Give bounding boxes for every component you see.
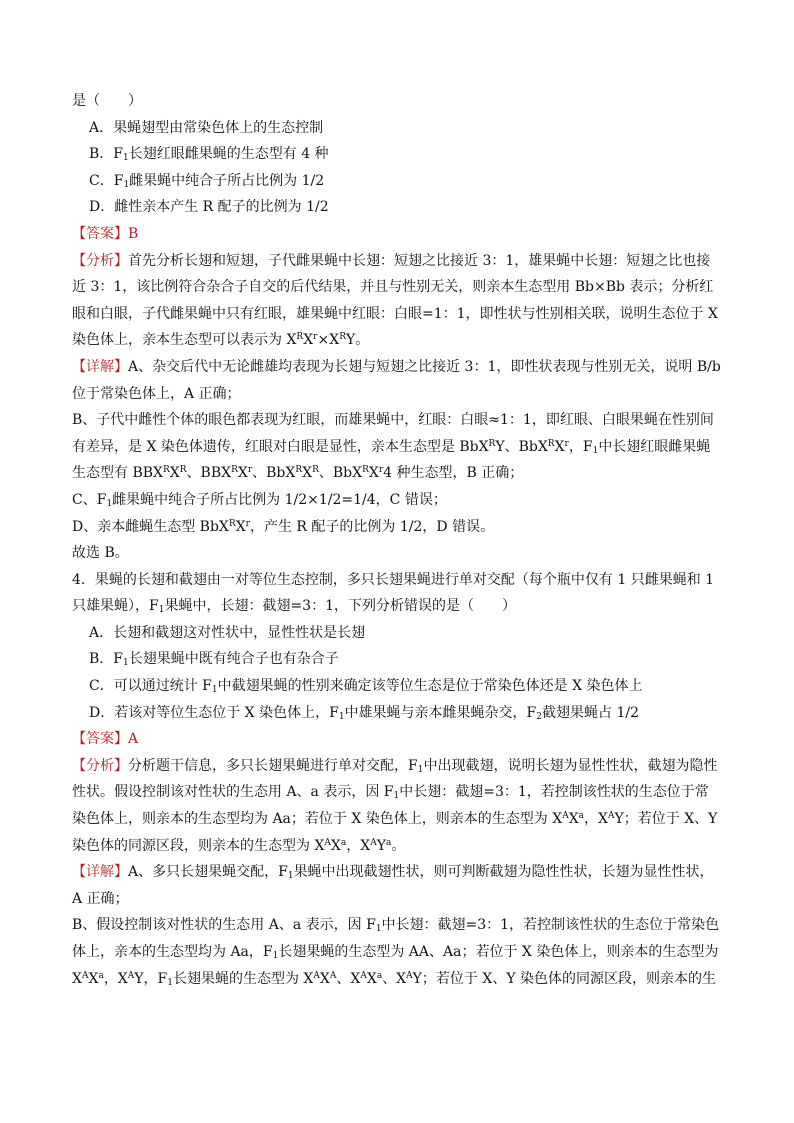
q3-analysis: 【分析】首先分析长翅和短翅，子代雌果蝇中长翅：短翅之比接近 3：1，雄果蝇中长翅：短翅之比也接近 3：1，该比例符合杂合子自交的后代结果，并且与性别无关，则亲本生态型用 Bb×Bb 表示；分析红眼和白眼，子代雌果蝇中只有红眼，雄果蝇中红眼：白眼=1：1，即性状与性别相关联，说明生态位于 X 染色体上，亲本生态型可以表示为 $X^RX^r\times X^RY$。 — [72, 252, 718, 349]
q4-analysis: 【分析】分析题干信息，多只长翅果蝇进行单对交配，$F_1$中出现截翅，说明长翅为显性性状，截翅为隐性性状。假设控制该对性状的生态用 A、a 表示，因 $F_1$中长翅：截翅=3：1，若控制该性状的生态位于常染色体上，则亲本的生态型均为 Aa；若位于 X 染色体上，则亲本的生态型为 $X^AX^a$，$X^AY$；若位于 X、Y 染色体的同源区段，则亲本的生态型为 $X^AX^a$，$X^AY^a$。 — [72, 757, 718, 854]
q3-option-c: C．$F_1$雌果蝇中纯合子所占比例为 1/2 — [89, 172, 325, 190]
q3-detail-a: 【详解】A、杂交后代中无论雌雄均表现为长翅与短翅之比接近 3：1，即性状表现与性别无关，说明 B/b 位于常染色体上，A 正确； — [72, 358, 721, 402]
answer-label: 【答案】 — [72, 225, 128, 242]
answer-value: A — [128, 731, 139, 748]
q4-stem: 4．果蝇的长翅和截翅由一对等位生态控制，多只长翅果蝇进行单对交配（每个瓶中仅有 1 只雌果蝇和 1 只雄果蝇），$F_1$果蝇中，长翅：截翅=3：1，下列分析错误的是（ ） — [72, 571, 715, 616]
q4-answer — [72, 726, 722, 753]
q3-detail-d: D、亲本雌蝇生态型 $BbX^RX^r$，产生 R 配子的比例为 1/2，D 错误。 — [72, 518, 495, 535]
q3-stem-end: 是（ ） — [72, 93, 142, 109]
analysis-label: 【分析】 — [72, 757, 128, 774]
answer-value: B — [128, 225, 139, 242]
analysis-label: 【分析】 — [72, 252, 128, 269]
q4-option-d: D．若该对等位生态位于 X 染色体上，$F_1$中雄果蝇与亲本雌果蝇杂交，$F_2$截翅果蝇占 1/2 — [89, 704, 639, 722]
q4-option-a: A．长翅和截翅这对性状中，显性性状是长翅 — [89, 624, 366, 641]
q3-option-b: B．$F_1$长翅红眼雌果蝇的生态型有 4 种 — [89, 146, 329, 164]
q3-detail-c: C、$F_1$雌果蝇中纯合子所占比例为 1/2×1/2=1/4，C 错误； — [72, 491, 447, 509]
q3-option-a: A．果蝇翅型由常染色体上的生态控制 — [89, 119, 324, 136]
page-content — [72, 88, 722, 992]
q3-detail-b: B、子代中雌性个体的眼色都表现为红眼，而雄果蝇中，红眼：白眼≈1：1，即红眼、白眼果蝇在性别间有差异，是 X 染色体遗传，红眼对白眼是显性，亲本生态型是 BbX$^R$Y、$BbX^RX^r$，$F_1$中长翅红眼雌果蝇生态型有 $BBX^RX^R$、$BBX^RX^r$、$BbX^RX^R$、$BbX^RX^r4$ 种生态型，B 正确； — [72, 412, 714, 482]
detail-label: 【详解】 — [72, 864, 128, 881]
detail-label: 【详解】 — [72, 358, 128, 375]
q4-option-b: B．$F_1$长翅果蝇中既有纯合子也有杂合子 — [89, 651, 339, 669]
q4-detail-a: 【详解】A、多只长翅果蝇交配，$F_1$果蝇中出现截翅性状，则可判断截翅为隐性性状，长翅为显性性状，A 正确； — [72, 864, 714, 907]
q3-conclusion: 故选 B。 — [72, 545, 129, 562]
answer-label: 【答案】 — [72, 731, 128, 748]
q4-detail-b: B、假设控制该对性状的生态用 A、a 表示，因 $F_1$中长翅：截翅=3：1，若控制该性状的生态位于常染色体上，亲本的生态型均为 Aa，$F_1$长翅果蝇的生态型为 AA、Aa；若位于 X 染色体上，则亲本的生态型为 $X^AX^a$，$X^AY$，$F_1$长翅果蝇的生态型为 $X^AX^A$、$X^AX^a$、$X^AY$；若位于 X、Y 染色体的同源区段，则亲本的生 — [72, 917, 720, 988]
q3-option-d: D．雌性亲本产生 R 配子的比例为 1/2 — [89, 199, 329, 216]
q4-option-c: C．可以通过统计 $F_1$中截翅果蝇的性别来确定该等位生态是位于常染色体还是 X 染色体上 — [89, 678, 643, 696]
q3-answer — [72, 221, 722, 248]
